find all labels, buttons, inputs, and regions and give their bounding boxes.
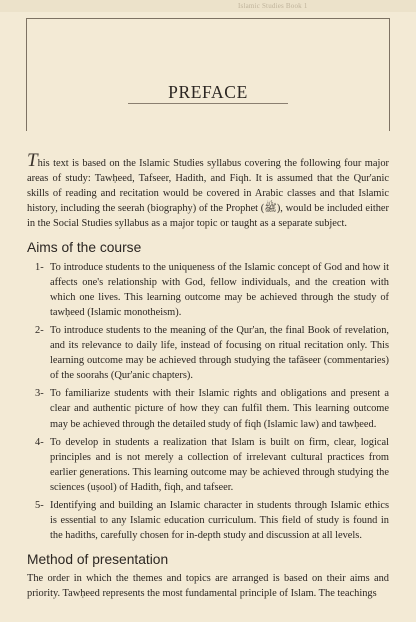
aim-text: To introduce students to the uniqueness of the Islamic concept of God and how it affects one's relationship with God, fellow individuals, and the creation with which one lives. This learning outcome may be achieved through the study of tawḥeed (Islamic monotheism).	[50, 261, 389, 318]
aim-number: 4-	[35, 436, 44, 448]
title-underline	[128, 103, 288, 104]
intro-text: his text is based on the Islamic Studies syllabus covering the following four major areas of study: Tawḥeed, Tafseer, Hadith, and Fiqh. It is assumed that the Qur'anic skills of reading and recitation would be covered in Arabic classes and that Islamic history, including the seerah (biography) of the Prophet (ﷺ), would be included either in the Social Studies syllabus as a major topic or taught as a separate subject.	[27, 158, 389, 230]
aim-item	[27, 260, 389, 320]
aim-text: Identifying and building an Islamic character in students through Islamic ethics is essential to any Islamic education curriculum. This field of study is found in the hadiths, carefully chosen for in-depth study and discussion at all levels.	[50, 499, 389, 542]
aim-number: 1-	[35, 261, 44, 273]
aim-item	[27, 498, 389, 543]
title-frame	[26, 18, 390, 131]
aim-text: To develop in students a realization that Islam is built on firm, clear, logical principles and is not merely a collection of irrelevant cultural practices from earlier generations. This learning outcome may be achieved through studying the sciences (uṣool) of Hadith, fiqh, and tafseer.	[50, 436, 389, 493]
aim-item	[27, 386, 389, 431]
method-heading: Method of presentation	[27, 552, 169, 568]
aim-text: To familiarize students with their Islamic rights and obligations and present a clear and authentic picture of how they can fulfil them. This learning outcome may be achieved through the detailed study of fiqh (Islamic law) and tawḥeed.	[50, 388, 389, 430]
aims-list	[27, 260, 389, 544]
aim-text: To introduce students to the meaning of the Qur'an, the final Book of revelation, and its relevance to daily life, instead of focusing on ritual recitation only. This learning outcome may be achieved through studying the tafâseer (commentaries) of the soorahs (Qur'anic chapters).	[50, 324, 389, 382]
preface-body	[27, 150, 389, 602]
aim-number: 5-	[35, 499, 44, 511]
method-paragraph: The order in which the themes and topics are arranged is based on their aims and priority. Tawḥeed represents the most fundamental principle of Islam. The teachings	[27, 573, 389, 600]
aims-heading: Aims of the course	[27, 240, 142, 256]
dropcap-letter: T	[27, 150, 38, 171]
aim-item	[27, 323, 389, 383]
aim-number: 2-	[35, 324, 44, 336]
top-page-bleed	[0, 0, 416, 12]
page-title: PREFACE	[160, 82, 256, 103]
aim-number: 3-	[35, 388, 44, 400]
running-header-ghost: Islamic Studies Book 1	[238, 2, 308, 10]
intro-paragraph	[27, 150, 389, 231]
aim-item	[27, 435, 389, 495]
title-wrap	[0, 82, 416, 103]
